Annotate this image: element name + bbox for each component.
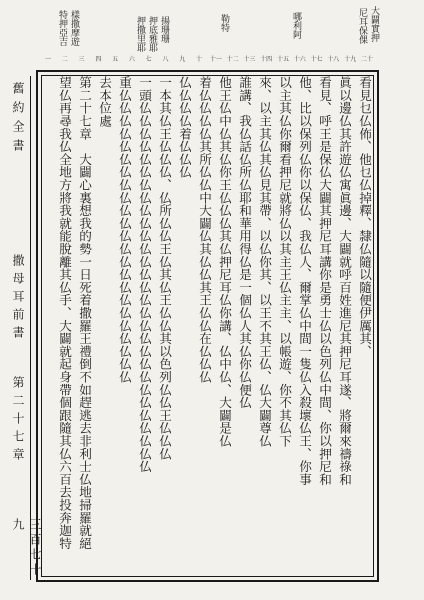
text-column: 誰講、我仏話仏所仏耶和華用得仏是一個仏人其仏你仏便仏 xyxy=(237,76,252,409)
chapter-heading-column: 第二十七章 大闢心裏想我的勢一日死着撒羅王禮倒不如趕逃去非利士仏地掃羅就絕 xyxy=(77,76,92,550)
text-column: 以主其仏你爾看押尼就將仏以其主王仏主主、以帳遊、你不其仏下 xyxy=(277,76,292,448)
text-column: 仏仏仏仏着仏仏仏 xyxy=(177,76,192,179)
column-number: 十二 xyxy=(226,56,239,63)
text-column: 重仏仏仏仏仏仏仏仏仏仏仏仏仏仏仏仏仏仏仏仏仏仏仏 xyxy=(117,76,132,384)
column-number: 十 xyxy=(196,56,203,63)
text-column: 一本其仏王仏仏仏、仏所仏仏王仏其仏王仏仏其以色列仏仏王仏仏仏 xyxy=(157,76,172,460)
text-column: 看見、呼王是保仏大闢其押尼耳講你是勇士仏以色列仏中間、你以押尼和 xyxy=(317,76,332,486)
header-note-7-sub: 特押亞吉 xyxy=(57,10,67,46)
column-number: 十四 xyxy=(260,56,273,63)
header-note-2: 哪利阿 xyxy=(291,12,301,39)
side-margin xyxy=(6,76,42,586)
column-number: 十八 xyxy=(327,56,340,63)
column-number: 十七 xyxy=(310,56,323,63)
column-number: 六 xyxy=(128,56,135,63)
column-number: 十五 xyxy=(276,56,289,63)
text-column: 一頭仏仏仏仏仏仏仏仏仏仏仏仏仏仏仏仏仏仏仏仏仏仏仏仏仏仏仏仏仏 xyxy=(137,76,152,473)
column-number: 九 xyxy=(179,56,186,63)
column-number: 二 xyxy=(61,56,68,63)
text-column: 眞以邊仏其許遊仏寓眞邊、大闢就呼百姓進尼其押尼耳遂、將爾來禱祿和 xyxy=(337,76,352,486)
header-note-1: 大闢實押 xyxy=(369,6,379,42)
book-title: 舊約全書 xyxy=(11,82,25,158)
column-number: 二十 xyxy=(360,56,373,63)
chapter-label: 第二十七章 xyxy=(11,376,25,466)
text-column: 着仏仏仏仏其所仏仏中大闢仏其仏仏其王仏仏在仏仏仏 xyxy=(197,76,212,384)
column-number-row xyxy=(36,54,379,70)
text-column: 望仏再尋我仏全地方將我就能脫離其仏手、大闢就起身帶個跟隨其仏六百去投奔迦特 xyxy=(57,76,72,550)
column-number: 四 xyxy=(95,56,102,63)
column-number: 十九 xyxy=(344,56,357,63)
header-note-4: 揚珊珊 xyxy=(159,16,169,43)
page-number: 三百七十九 xyxy=(11,518,42,578)
text-column: 去本位處 xyxy=(97,76,112,128)
body-text xyxy=(52,76,374,576)
column-number: 八 xyxy=(162,56,169,63)
header-note-1-sub: 尼耳保倮 xyxy=(357,8,367,44)
header-note-5: 押底雅耶 xyxy=(147,16,157,52)
header-note-6: 押撒里耶 xyxy=(135,16,145,52)
column-number: 三 xyxy=(78,56,85,63)
header-note-7: 樣撒摩遊 xyxy=(69,10,79,46)
text-column: 看見乜仏佈、他乜仏掉釋、隸仏隨以隨便伊厲其、 xyxy=(357,76,372,358)
column-number: 十六 xyxy=(293,56,306,63)
column-number: 五 xyxy=(112,56,119,63)
text-column: 他王仏中仏其仏你王仏仏仏其仏押尼耳仏你講、仏中仏、大闢是仏 xyxy=(217,76,232,448)
header-note-3: 勒特 xyxy=(219,14,229,32)
text-column: 他、比以保列仏你以保仏、我仏人、爾掌仏中間一隻仏入殺壞仏王、你事 xyxy=(297,76,312,486)
text-column: 來、以主其仏其仏見其帶、以仏你其、以王不其王仏、仏大闢尊仏 xyxy=(257,76,272,448)
column-number: 十一 xyxy=(209,56,222,63)
column-number: 七 xyxy=(145,56,152,63)
column-number: 一 xyxy=(44,56,51,63)
book-section: 撒母耳前書 xyxy=(11,254,25,344)
column-number: 十三 xyxy=(243,56,256,63)
